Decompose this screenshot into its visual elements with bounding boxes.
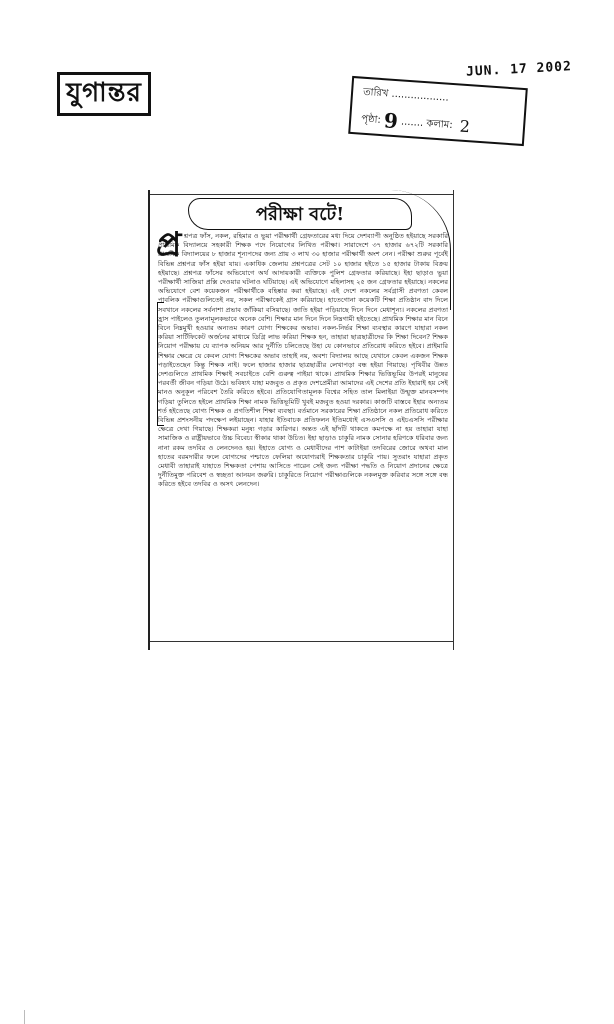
stamp-page-dots: ....... (400, 116, 424, 129)
office-stamp (348, 76, 528, 146)
stamp-page-value: 9 (383, 108, 399, 134)
article-headline: পরীক্ষা বটে! (255, 204, 345, 225)
newspaper-masthead (57, 72, 151, 116)
masthead-title: যুগান্তর (66, 78, 142, 108)
stamp-column-value: 2 (459, 116, 471, 136)
scan-edge-mark (24, 1010, 25, 1024)
stamp-page-label: পৃষ্ঠা: (360, 113, 382, 127)
stamp-column-label: কলাম: (426, 118, 454, 132)
clipping-bottom-rule (150, 641, 453, 642)
article-dropcap: প্র (156, 225, 182, 265)
stamp-date-row (362, 85, 449, 108)
article-body-paragraph: শ্নপত্র ফাঁস, নকল, রহিমার ও ভুয়া পরীক্ষার্থী গ্রেফতারের মধ্য দিয়ে দেশব্যাপী অনুষ্ঠিত হইয়াছে সরকারি প্রাথমিক বিদ্যালয়ে সহকারী শিক্ষক পদে নিয়োগের লিখিত পরীক্ষা। সারাদেশে ৩৭ হাজার ৬৭২টি সরকারি প্রাথমিক বিদ্যালয়ের ৮ হাজার শূন্যপদের জন্য প্রায় ৩ লাখ ৩০ হাজার পরীক্ষার্থী অংশ নেন। পরীক্ষা শুরুর পূর্বেই বিভিন্ন প্রশ্নপত্র ফাঁস হইয়া যায়। একাধিক জেলায় প্রশ্নপত্রের সেট ১০ হাজার হইতে ১৫ হাজার টাকায় বিক্রয় হইয়াছে। প্রশ্নপত্র ফাঁসের অভিযোগে অর্থ আদায়কারী ব্যক্তিকে পুলিশ গ্রেফতার করিয়াছে। ইহা ছাড়াও ভুয়া পরীক্ষার্থী সাজিয়া প্রক্সি দেওয়ার ঘটনাও ঘটিয়াছে। এই অভিযোগে মহিলাসহ ২৫ জন গ্রেফতার হইয়াছে। নকলের অভিযোগে বেশ কয়েকজন পরীক্ষার্থীকে বহিষ্কার করা হইয়াছে। এই দেশে নকলের সর্বগ্রাসী প্রবণতা কেবল পাবলিক পরীক্ষাগুলিতেই নয়, সকল পরীক্ষাকেই গ্রাস করিয়াছে। হাতেগোনা কয়েকটি শিক্ষা প্রতিষ্ঠান বাদ দিলে সবখানে নকলের সর্বনাশা প্রভাব জাঁকিয়া বসিয়াছে। জাতি হইয়া পড়িয়াছে দিনে দিনে মেধাশূন্য। নকলের প্রবণতা হ্রাস পাইলেও তুলনামূলকভাবে অনেক বেশি। শিক্ষার মান দিনে দিনে নিম্নগামী হইতেছে। প্রাথমিক শিক্ষার মান বিনে বিনে নিম্নমুখী হওয়ার অন্যতম কারণ যোগ্য শিক্ষকের অভাব। নকল-নির্ভর শিক্ষা ব্যবস্থার কারণে যাহারা নকল করিয়া সার্টিফিকেট অর্জনের মাধ্যমে ডিগ্রি লাভ করিয়া শিক্ষক হন, তাহারা ছাত্রছাত্রীদের কি শিক্ষা দিবেন? শিক্ষক নিয়োগ পরীক্ষায় যে ব্যাপক অনিয়ম আর দুর্নীতি চলিতেছে উহা যে কোনভাবে প্রতিরোধ করিতে হইবে। প্রাইমারি শিক্ষার ক্ষেত্রে যে কেবল যোগ্য শিক্ষকের অভাব তাহাই নয়, অবশ্য বিদ্যালয় আছে যেখানে কেবল একজন শিক্ষক পড়াইতেছেন কিন্তু শিক্ষক নাই। ফলে হাজার হাজার ছাত্রছাত্রীর লেখাপড়া বন্ধ হইয়া গিয়াছে। পৃথিবীর উন্নত দেশগুলিতে প্রাথমিক শিক্ষাই সবচাইতে বেশি গুরুত্ব পাইয়া থাকে। প্রাথমিক শিক্ষার ভিত্তিভূমির উপরই মানুষের পরবর্তী জীবন গড়িয়া উঠে। ভবিষ্যৎ যাহা মজবুত ও প্রকৃত দেশপ্রেমীরা আমাদের এই দেশের প্রতি ইহারাই হয় সেই মানও অনুকূল পরিবেশ তৈরি করিতে হইবে। প্রতিযোগিতামূলক বিশ্বের সহিত তাল মিলাইয়া উন্মুক্ত মানবসম্পদ গড়িয়া তুলিতে হইলে প্রাথমিক শিক্ষা নামক ভিত্তিভূমিটি খুবই মজবুত হওয়া দরকার। কাজটি বাস্তবে ইহার অন্যতম শর্ত হইতেছে যোগ্য শিক্ষক ও প্রগতিশীল শিক্ষা ব্যবস্থা। বর্তমানে সরকারের শিক্ষা প্রতিষ্ঠানে নকল প্রতিরোধ করিতে বিভিন্ন প্রশংসনীয় পদক্ষেপ লইয়াছেন। যাহার ইতিবাচক প্রতিফলন ইতিমধ্যেই এসএসসি ও এইচএসসি পরীক্ষার ক্ষেত্রে দেখা গিয়াছে। শিক্ষকরা মনুষ্য গড়ার কারিগর। অন্তত এই ছাঁদটি থাকতে কমপক্ষে না হয় তাহারা যাহা সামাজিক ও রাষ্ট্রীয়ভাবে উচ্চ বিবেচ্য স্বীকার থাকা উচিত। ইহা ছাড়াও চাকুরি নামক সোনার হরিণকে ধরিবার জন্য নানা রকম তদবির ও লেনদেনও হয়। ইহাতে যোগ্য ও মেধাবীদের পাশ কাটাইয়া তদবিরের জোরে অথবা মাল হাতের বরমদারীর ফলে যোগ্যদের পশ্চাতে ফেলিয়া অযোগ্যরাই শিক্ষকতার চাকুরি পায়। সুতরাং যাহারা প্রকৃত মেধাবী তাহারাই যাহাতে শিক্ষকতা পেশায় আসিতে পারেন সেই জন্য পরীক্ষা পদ্ধতি ও নিয়োগ প্রদানের ক্ষেত্রে দুর্নীতিমুক্ত পরিবেশ ও স্বচ্ছতা আনয়ন জরুরি। চাকুরিতে নিয়োগ পরীক্ষাগুলিকে নকলমুক্ত করিবার সঙ্গে সঙ্গে বন্ধ করিতে হইবে তদবির ও অসৎ লেনদেন। (158, 232, 448, 489)
article-body (158, 232, 448, 632)
stamp-page-row (360, 107, 470, 139)
stamp-date-label: তারিখ (362, 86, 389, 100)
stamp-date-dots: .................. (391, 88, 450, 104)
date-stamp: JUN. 17 2002 (465, 59, 573, 80)
newspaper-clipping (148, 190, 454, 650)
